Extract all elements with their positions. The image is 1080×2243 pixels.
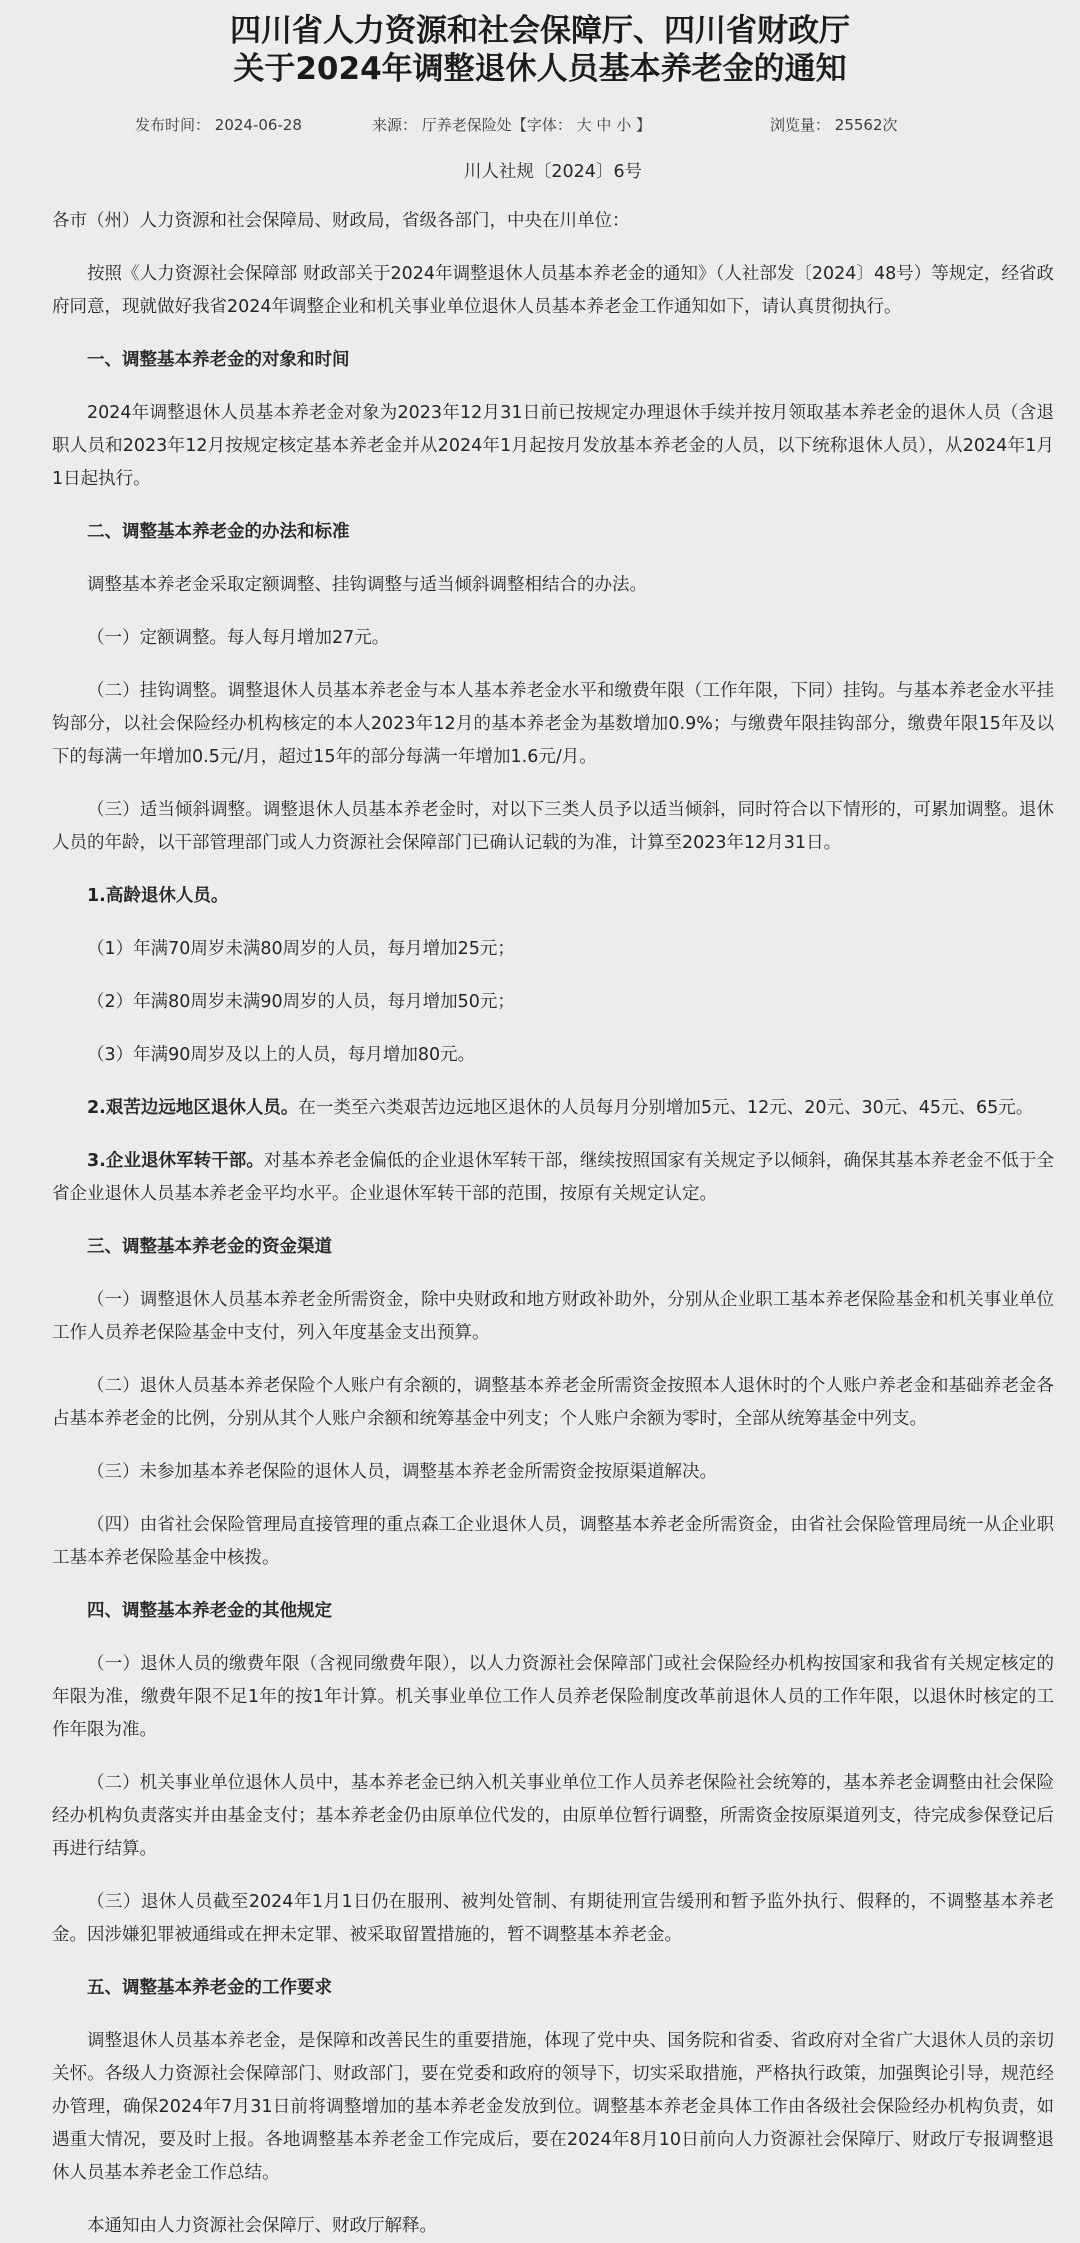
- publish-date-value: 2024-06-28: [214, 116, 302, 134]
- meta-bar: [0, 106, 1080, 140]
- view-count: [770, 114, 898, 135]
- section-2-heading: 二、调整基本养老金的办法和标准: [87, 522, 350, 542]
- age-item: （3）年满90周岁及以上的人员，每月增加80元。: [87, 1045, 476, 1065]
- publish-date-label: 发布时间：: [135, 116, 211, 134]
- section-4-paragraph: （一）退休人员的缴费年限（含视同缴费年限），以人力资源社会保障部门或社会保险经办机构按国家和我省有关规定核定的年限为准，缴费年限不足1年的按1年计算。机关事业单位工作人员养老保险制度改革前退休人员的工作年限，以退休时核定的工作年限为准。: [52, 1654, 1054, 1740]
- section-4-paragraph: （三）退休人员截至2024年1月1日仍在服刑、被判处管制、有期徒刑宣告缓刑和暂予监外执行、假释的，不调整基本养老金。因涉嫌犯罪被通缉或在押未定罪、被采取留置措施的，暂不调整基本养老金。: [52, 1892, 1054, 1945]
- font-size-close: 】: [636, 116, 652, 134]
- military-cadre-subheading: 3.企业退休军转干部。: [87, 1151, 264, 1171]
- closing-paragraph: 本通知由人力资源社会保障厅、财政厅解释。: [87, 2216, 437, 2236]
- document-number: 川人社规〔2024〕6号: [463, 162, 643, 182]
- remote-area-text: 在一类至六类艰苦边远地区退休的人员每月分别增加5元、12元、20元、30元、45元、65元。: [298, 1098, 1034, 1118]
- publish-date: [135, 114, 302, 135]
- remote-area-paragraph: [52, 1092, 1054, 1125]
- subheading-senior-retirees: 1.高龄退休人员。: [87, 886, 229, 906]
- source-value: 厅养老保险处: [421, 116, 512, 134]
- source-info: [372, 114, 651, 135]
- view-count-value: 25562次: [834, 116, 898, 134]
- document-title: [0, 0, 1080, 88]
- section-3-paragraph: （一）调整退休人员基本养老金所需资金，除中央财政和地方财政补助外，分别从企业职工基本养老保险基金和机关事业单位工作人员养老保险基金中支付，列入年度基金支出预算。: [52, 1290, 1054, 1343]
- font-size-large-link[interactable]: 大: [576, 116, 592, 134]
- section-2-paragraph: 调整基本养老金采取定额调整、挂钩调整与适当倾斜调整相结合的办法。: [87, 575, 647, 595]
- source-label: 来源：: [372, 116, 418, 134]
- military-cadre-paragraph: [52, 1145, 1054, 1211]
- section-5-paragraph: 调整退休人员基本养老金，是保障和改善民生的重要措施，体现了党中央、国务院和省委、省政府对全省广大退休人员的亲切关怀。各级人力资源社会保障部门、财政部门，要在党委和政府的领导下，切实采取措施，严格执行政策，加强舆论引导，规范经办管理，确保2024年7月31日前将调整增加的基本养老金发放到位。调整基本养老金具体工作由各级社会保险经办机构负责，如遇重大情况，要及时上报。各地调整基本养老金工作完成后，要在2024年8月10日前向人力资源社会保障厅、财政厅专报调整退休人员基本养老金工作总结。: [52, 2031, 1054, 2183]
- military-cadre-text: 对基本养老金偏低的企业退休军转干部，继续按照国家有关规定予以倾斜，确保其基本养老金不低于全省企业退休人员基本养老金平均水平。企业退休军转干部的范围，按原有关规定认定。: [52, 1151, 1055, 1204]
- addressee: 各市（州）人力资源和社会保障局、财政局，省级各部门，中央在川单位：: [52, 211, 630, 231]
- section-3-paragraph: （三）未参加基本养老保险的退休人员，调整基本养老金所需资金按原渠道解决。: [87, 1462, 717, 1482]
- section-5-heading: 五、调整基本养老金的工作要求: [87, 1978, 332, 1998]
- view-count-label: 浏览量：: [770, 116, 831, 134]
- age-item: （1）年满70周岁未满80周岁的人员，每月增加25元；: [87, 939, 515, 959]
- section-2-paragraph: （二）挂钩调整。调整退休人员基本养老金与本人基本养老金水平和缴费年限（工作年限，下同）挂钩。与基本养老金水平挂钩部分，以社会保险经办机构核定的本人2023年12月的基本养老金为基数增加0.9%；与缴费年限挂钩部分，缴费年限15年及以下的每满一年增加0.5元/月，超过15年的部分每满一年增加1.6元/月。: [52, 681, 1054, 767]
- title-line-1: 四川省人力资源和社会保障厅、四川省财政厅: [230, 13, 850, 49]
- section-2-paragraph: （三）适当倾斜调整。调整退休人员基本养老金时，对以下三类人员予以适当倾斜，同时符合以下情形的，可累加调整。退休人员的年龄，以干部管理部门或人力资源社会保障部门已确认记载的为准，计算至2023年12月31日。: [52, 800, 1054, 853]
- section-3-paragraph: （二）退休人员基本养老保险个人账户有余额的，调整基本养老金所需资金按照本人退休时的个人账户养老金和基础养老金各占基本养老金的比例，分别从其个人账户余额和统筹基金中列支；个人账户余额为零时，全部从统筹基金中列支。: [52, 1376, 1054, 1429]
- title-line-2: 关于2024年调整退休人员基本养老金的通知: [233, 51, 847, 87]
- section-1-heading: 一、调整基本养老金的对象和时间: [87, 350, 350, 370]
- font-size-open: 【字体：: [511, 116, 572, 134]
- font-size-small-link[interactable]: 小: [616, 116, 632, 134]
- section-4-paragraph: （二）机关事业单位退休人员中，基本养老金已纳入机关事业单位工作人员养老保险社会统筹的，基本养老金调整由社会保险经办机构负责落实并由基金支付；基本养老金仍由原单位代发的，由原单位暂行调整，所需资金按原渠道列支，待完成参保登记后再进行结算。: [52, 1773, 1054, 1859]
- section-4-heading: 四、调整基本养老金的其他规定: [87, 1601, 332, 1621]
- font-size-medium-link[interactable]: 中: [596, 116, 612, 134]
- section-3-heading: 三、调整基本养老金的资金渠道: [87, 1237, 332, 1257]
- section-1-paragraph: 2024年调整退休人员基本养老金对象为2023年12月31日前已按规定办理退休手续并按月领取基本养老金的退休人员（含退职人员和2023年12月按规定核定基本养老金并从2024年1月起按月发放基本养老金的人员，以下统称退休人员），从2024年1月1日起执行。: [52, 403, 1054, 489]
- intro-paragraph: 按照《人力资源社会保障部 财政部关于2024年调整退休人员基本养老金的通知》（人社部发〔2024〕48号）等规定，经省政府同意，现就做好我省2024年调整企业和机关事业单位退休人员基本养老金工作通知如下，请认真贯彻执行。: [52, 264, 1054, 317]
- document-body: [0, 140, 1080, 2243]
- section-2-paragraph: （一）定额调整。每人每月增加27元。: [87, 628, 390, 648]
- section-3-paragraph: （四）由省社会保险管理局直接管理的重点森工企业退休人员，调整基本养老金所需资金，由省社会保险管理局统一从企业职工基本养老保险基金中核拨。: [52, 1515, 1054, 1568]
- remote-area-subheading: 2.艰苦边远地区退休人员。: [87, 1098, 299, 1118]
- age-item: （2）年满80周岁未满90周岁的人员，每月增加50元；: [87, 992, 515, 1012]
